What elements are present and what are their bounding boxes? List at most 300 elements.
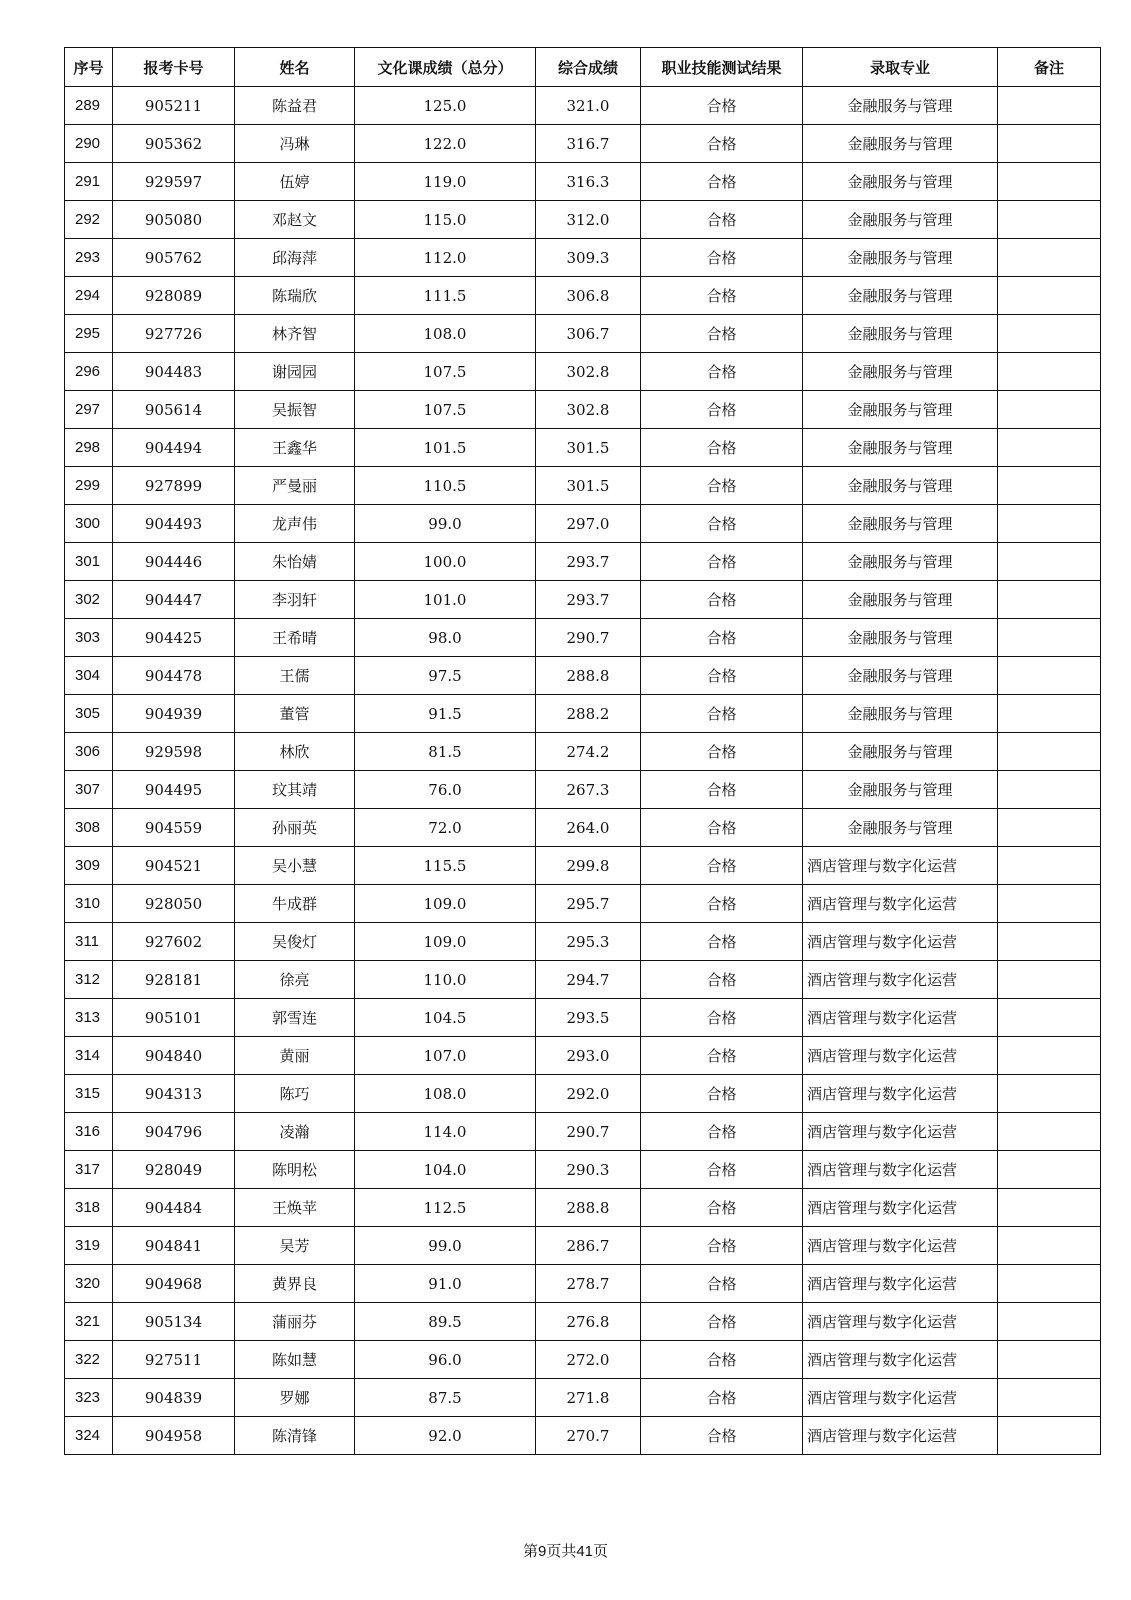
cell-major: 金融服务与管理	[803, 201, 998, 239]
cell-skill-result: 合格	[641, 923, 803, 961]
table-row	[65, 619, 1101, 657]
cell-seq: 296	[65, 353, 113, 391]
cell-major: 金融服务与管理	[803, 619, 998, 657]
cell-card-no: 904939	[113, 695, 235, 733]
cell-card-no: 927602	[113, 923, 235, 961]
cell-seq: 309	[65, 847, 113, 885]
cell-skill-result: 合格	[641, 809, 803, 847]
cell-total-score: 297.0	[536, 505, 641, 543]
cell-total-score: 286.7	[536, 1227, 641, 1265]
table-row	[65, 657, 1101, 695]
cell-name: 严曼丽	[235, 467, 355, 505]
cell-culture-score: 104.0	[355, 1151, 536, 1189]
cell-seq: 315	[65, 1075, 113, 1113]
cell-major: 金融服务与管理	[803, 695, 998, 733]
cell-card-no: 905211	[113, 87, 235, 125]
cell-card-no: 904968	[113, 1265, 235, 1303]
cell-seq: 297	[65, 391, 113, 429]
cell-total-score: 290.7	[536, 1113, 641, 1151]
cell-seq: 308	[65, 809, 113, 847]
cell-remark	[998, 923, 1101, 961]
cell-name: 陈巧	[235, 1075, 355, 1113]
cell-total-score: 301.5	[536, 467, 641, 505]
cell-card-no: 928181	[113, 961, 235, 999]
cell-card-no: 904493	[113, 505, 235, 543]
cell-remark	[998, 543, 1101, 581]
cell-total-score: 293.0	[536, 1037, 641, 1075]
cell-culture-score: 101.5	[355, 429, 536, 467]
cell-remark	[998, 391, 1101, 429]
table-row	[65, 1189, 1101, 1227]
cell-card-no: 904495	[113, 771, 235, 809]
cell-culture-score: 112.0	[355, 239, 536, 277]
cell-remark	[998, 733, 1101, 771]
cell-remark	[998, 961, 1101, 999]
cell-seq: 313	[65, 999, 113, 1037]
header-seq: 序号	[65, 48, 113, 87]
cell-card-no: 929597	[113, 163, 235, 201]
table-row	[65, 1379, 1101, 1417]
cell-culture-score: 119.0	[355, 163, 536, 201]
cell-major: 酒店管理与数字化运营	[803, 1113, 998, 1151]
cell-seq: 312	[65, 961, 113, 999]
cell-culture-score: 108.0	[355, 1075, 536, 1113]
cell-name: 吴小慧	[235, 847, 355, 885]
cell-name: 孙丽英	[235, 809, 355, 847]
cell-remark	[998, 201, 1101, 239]
cell-total-score: 288.8	[536, 1189, 641, 1227]
cell-skill-result: 合格	[641, 1113, 803, 1151]
table-row	[65, 923, 1101, 961]
cell-remark	[998, 505, 1101, 543]
table-row	[65, 543, 1101, 581]
cell-card-no: 927726	[113, 315, 235, 353]
cell-major: 金融服务与管理	[803, 657, 998, 695]
table-row	[65, 1227, 1101, 1265]
cell-skill-result: 合格	[641, 201, 803, 239]
cell-name: 伍婷	[235, 163, 355, 201]
header-skill-result: 职业技能测试结果	[641, 48, 803, 87]
cell-card-no: 927511	[113, 1341, 235, 1379]
cell-skill-result: 合格	[641, 467, 803, 505]
cell-major: 金融服务与管理	[803, 391, 998, 429]
cell-total-score: 294.7	[536, 961, 641, 999]
cell-culture-score: 72.0	[355, 809, 536, 847]
cell-name: 吴俊灯	[235, 923, 355, 961]
cell-culture-score: 125.0	[355, 87, 536, 125]
cell-major: 酒店管理与数字化运营	[803, 1417, 998, 1455]
cell-card-no: 904478	[113, 657, 235, 695]
cell-culture-score: 97.5	[355, 657, 536, 695]
cell-name: 罗娜	[235, 1379, 355, 1417]
cell-card-no: 904494	[113, 429, 235, 467]
cell-remark	[998, 619, 1101, 657]
cell-name: 冯琳	[235, 125, 355, 163]
cell-remark	[998, 847, 1101, 885]
cell-remark	[998, 277, 1101, 315]
cell-skill-result: 合格	[641, 391, 803, 429]
cell-major: 金融服务与管理	[803, 353, 998, 391]
cell-total-score: 267.3	[536, 771, 641, 809]
cell-culture-score: 91.5	[355, 695, 536, 733]
cell-major: 金融服务与管理	[803, 809, 998, 847]
cell-major: 金融服务与管理	[803, 87, 998, 125]
cell-card-no: 904559	[113, 809, 235, 847]
cell-major: 酒店管理与数字化运营	[803, 999, 998, 1037]
cell-seq: 304	[65, 657, 113, 695]
cell-culture-score: 109.0	[355, 923, 536, 961]
cell-seq: 306	[65, 733, 113, 771]
cell-seq: 307	[65, 771, 113, 809]
cell-card-no: 904447	[113, 581, 235, 619]
cell-major: 酒店管理与数字化运营	[803, 1075, 998, 1113]
cell-major: 金融服务与管理	[803, 239, 998, 277]
cell-name: 董管	[235, 695, 355, 733]
cell-skill-result: 合格	[641, 277, 803, 315]
cell-total-score: 264.0	[536, 809, 641, 847]
cell-major: 酒店管理与数字化运营	[803, 1303, 998, 1341]
cell-major: 酒店管理与数字化运营	[803, 1151, 998, 1189]
cell-total-score: 301.5	[536, 429, 641, 467]
cell-skill-result: 合格	[641, 239, 803, 277]
cell-name: 郭雪连	[235, 999, 355, 1037]
cell-skill-result: 合格	[641, 771, 803, 809]
cell-skill-result: 合格	[641, 961, 803, 999]
cell-skill-result: 合格	[641, 87, 803, 125]
cell-remark	[998, 1303, 1101, 1341]
header-card-no: 报考卡号	[113, 48, 235, 87]
header-row	[65, 48, 1101, 87]
cell-seq: 303	[65, 619, 113, 657]
table-row	[65, 581, 1101, 619]
cell-remark	[998, 87, 1101, 125]
cell-card-no: 904796	[113, 1113, 235, 1151]
cell-total-score: 293.7	[536, 543, 641, 581]
cell-culture-score: 107.0	[355, 1037, 536, 1075]
cell-card-no: 904483	[113, 353, 235, 391]
cell-culture-score: 115.0	[355, 201, 536, 239]
cell-total-score: 290.7	[536, 619, 641, 657]
cell-skill-result: 合格	[641, 1037, 803, 1075]
cell-skill-result: 合格	[641, 353, 803, 391]
cell-seq: 317	[65, 1151, 113, 1189]
footer-suffix: 页	[593, 1542, 609, 1560]
cell-name: 王鑫华	[235, 429, 355, 467]
cell-name: 陈如慧	[235, 1341, 355, 1379]
cell-seq: 293	[65, 239, 113, 277]
table-row	[65, 809, 1101, 847]
cell-skill-result: 合格	[641, 733, 803, 771]
cell-skill-result: 合格	[641, 885, 803, 923]
cell-card-no: 928050	[113, 885, 235, 923]
cell-culture-score: 108.0	[355, 315, 536, 353]
cell-card-no: 905614	[113, 391, 235, 429]
cell-card-no: 905101	[113, 999, 235, 1037]
cell-seq: 314	[65, 1037, 113, 1075]
cell-total-score: 306.8	[536, 277, 641, 315]
cell-skill-result: 合格	[641, 1151, 803, 1189]
cell-name: 谢园园	[235, 353, 355, 391]
cell-card-no: 905362	[113, 125, 235, 163]
cell-skill-result: 合格	[641, 1341, 803, 1379]
cell-seq: 290	[65, 125, 113, 163]
cell-total-score: 293.7	[536, 581, 641, 619]
cell-card-no: 905762	[113, 239, 235, 277]
cell-name: 陈明松	[235, 1151, 355, 1189]
header-major: 录取专业	[803, 48, 998, 87]
cell-culture-score: 109.0	[355, 885, 536, 923]
cell-culture-score: 104.5	[355, 999, 536, 1037]
cell-remark	[998, 809, 1101, 847]
cell-skill-result: 合格	[641, 1189, 803, 1227]
cell-remark	[998, 429, 1101, 467]
cell-culture-score: 107.5	[355, 353, 536, 391]
cell-culture-score: 101.0	[355, 581, 536, 619]
cell-seq: 294	[65, 277, 113, 315]
cell-culture-score: 89.5	[355, 1303, 536, 1341]
cell-remark	[998, 885, 1101, 923]
cell-seq: 318	[65, 1189, 113, 1227]
cell-total-score: 316.3	[536, 163, 641, 201]
cell-remark	[998, 353, 1101, 391]
table-row	[65, 391, 1101, 429]
cell-major: 金融服务与管理	[803, 429, 998, 467]
cell-name: 徐亮	[235, 961, 355, 999]
footer-prefix: 第	[522, 1542, 538, 1560]
cell-name: 陈瑞欣	[235, 277, 355, 315]
table-row	[65, 239, 1101, 277]
cell-culture-score: 96.0	[355, 1341, 536, 1379]
page-footer	[0, 1540, 1131, 1561]
cell-name: 王儒	[235, 657, 355, 695]
cell-seq: 302	[65, 581, 113, 619]
cell-skill-result: 合格	[641, 163, 803, 201]
cell-card-no: 904958	[113, 1417, 235, 1455]
cell-culture-score: 100.0	[355, 543, 536, 581]
cell-major: 金融服务与管理	[803, 581, 998, 619]
cell-culture-score: 107.5	[355, 391, 536, 429]
cell-total-score: 293.5	[536, 999, 641, 1037]
cell-culture-score: 81.5	[355, 733, 536, 771]
table-row	[65, 163, 1101, 201]
cell-major: 金融服务与管理	[803, 163, 998, 201]
footer-middle: 页共	[546, 1542, 577, 1560]
cell-seq: 301	[65, 543, 113, 581]
cell-card-no: 904484	[113, 1189, 235, 1227]
cell-remark	[998, 657, 1101, 695]
cell-name: 林齐智	[235, 315, 355, 353]
cell-total-score: 302.8	[536, 391, 641, 429]
cell-name: 吴振智	[235, 391, 355, 429]
table-row	[65, 733, 1101, 771]
cell-skill-result: 合格	[641, 1417, 803, 1455]
cell-culture-score: 92.0	[355, 1417, 536, 1455]
cell-remark	[998, 581, 1101, 619]
cell-culture-score: 99.0	[355, 1227, 536, 1265]
cell-name: 王焕苹	[235, 1189, 355, 1227]
cell-seq: 323	[65, 1379, 113, 1417]
cell-seq: 305	[65, 695, 113, 733]
cell-remark	[998, 1037, 1101, 1075]
cell-total-score: 306.7	[536, 315, 641, 353]
cell-total-score: 290.3	[536, 1151, 641, 1189]
cell-total-score: 295.7	[536, 885, 641, 923]
cell-major: 酒店管理与数字化运营	[803, 1189, 998, 1227]
table-row	[65, 1303, 1101, 1341]
cell-major: 酒店管理与数字化运营	[803, 1341, 998, 1379]
cell-seq: 299	[65, 467, 113, 505]
cell-culture-score: 91.0	[355, 1265, 536, 1303]
cell-name: 蒲丽芬	[235, 1303, 355, 1341]
cell-remark	[998, 1265, 1101, 1303]
cell-name: 李羽轩	[235, 581, 355, 619]
cell-total-score: 299.8	[536, 847, 641, 885]
cell-skill-result: 合格	[641, 1265, 803, 1303]
table-row	[65, 87, 1101, 125]
cell-skill-result: 合格	[641, 619, 803, 657]
cell-card-no: 904313	[113, 1075, 235, 1113]
cell-total-score: 302.8	[536, 353, 641, 391]
cell-card-no: 929598	[113, 733, 235, 771]
cell-card-no: 904425	[113, 619, 235, 657]
cell-remark	[998, 467, 1101, 505]
table-row	[65, 847, 1101, 885]
cell-skill-result: 合格	[641, 315, 803, 353]
cell-name: 凌瀚	[235, 1113, 355, 1151]
table-row	[65, 1151, 1101, 1189]
cell-total-score: 309.3	[536, 239, 641, 277]
cell-card-no: 904521	[113, 847, 235, 885]
cell-remark	[998, 1113, 1101, 1151]
table-row	[65, 961, 1101, 999]
cell-major: 金融服务与管理	[803, 733, 998, 771]
cell-card-no: 927899	[113, 467, 235, 505]
header-remark: 备注	[998, 48, 1101, 87]
cell-major: 酒店管理与数字化运营	[803, 923, 998, 961]
table-row	[65, 771, 1101, 809]
table-row	[65, 429, 1101, 467]
cell-skill-result: 合格	[641, 1075, 803, 1113]
cell-skill-result: 合格	[641, 1379, 803, 1417]
cell-skill-result: 合格	[641, 505, 803, 543]
cell-major: 酒店管理与数字化运营	[803, 961, 998, 999]
cell-name: 王希晴	[235, 619, 355, 657]
cell-seq: 291	[65, 163, 113, 201]
cell-name: 玟其靖	[235, 771, 355, 809]
cell-culture-score: 76.0	[355, 771, 536, 809]
footer-total-pages: 41	[576, 1543, 594, 1560]
cell-culture-score: 99.0	[355, 505, 536, 543]
cell-name: 林欣	[235, 733, 355, 771]
footer-current-page: 9	[537, 1543, 547, 1560]
cell-total-score: 288.2	[536, 695, 641, 733]
cell-total-score: 274.2	[536, 733, 641, 771]
cell-skill-result: 合格	[641, 1303, 803, 1341]
cell-seq: 298	[65, 429, 113, 467]
header-total-score: 综合成绩	[536, 48, 641, 87]
table-row	[65, 467, 1101, 505]
cell-culture-score: 115.5	[355, 847, 536, 885]
cell-seq: 316	[65, 1113, 113, 1151]
cell-major: 金融服务与管理	[803, 467, 998, 505]
cell-name: 牛成群	[235, 885, 355, 923]
cell-name: 朱怡婧	[235, 543, 355, 581]
table-row	[65, 695, 1101, 733]
cell-major: 金融服务与管理	[803, 771, 998, 809]
cell-remark	[998, 999, 1101, 1037]
cell-card-no: 928049	[113, 1151, 235, 1189]
cell-major: 酒店管理与数字化运营	[803, 885, 998, 923]
table-row	[65, 201, 1101, 239]
table-row	[65, 1113, 1101, 1151]
cell-seq: 295	[65, 315, 113, 353]
cell-card-no: 904840	[113, 1037, 235, 1075]
cell-remark	[998, 1075, 1101, 1113]
cell-major: 金融服务与管理	[803, 315, 998, 353]
table-row	[65, 315, 1101, 353]
cell-major: 金融服务与管理	[803, 277, 998, 315]
cell-remark	[998, 1227, 1101, 1265]
cell-major: 金融服务与管理	[803, 543, 998, 581]
cell-total-score: 276.8	[536, 1303, 641, 1341]
cell-name: 黄丽	[235, 1037, 355, 1075]
cell-skill-result: 合格	[641, 695, 803, 733]
cell-seq: 319	[65, 1227, 113, 1265]
cell-name: 龙声伟	[235, 505, 355, 543]
cell-remark	[998, 1417, 1101, 1455]
cell-remark	[998, 125, 1101, 163]
cell-remark	[998, 315, 1101, 353]
cell-remark	[998, 239, 1101, 277]
cell-skill-result: 合格	[641, 543, 803, 581]
cell-seq: 289	[65, 87, 113, 125]
table-row	[65, 1341, 1101, 1379]
cell-skill-result: 合格	[641, 847, 803, 885]
cell-seq: 310	[65, 885, 113, 923]
table-row	[65, 1037, 1101, 1075]
cell-major: 酒店管理与数字化运营	[803, 1265, 998, 1303]
cell-seq: 321	[65, 1303, 113, 1341]
table-row	[65, 125, 1101, 163]
cell-total-score: 312.0	[536, 201, 641, 239]
cell-name: 陈清锋	[235, 1417, 355, 1455]
table-row	[65, 885, 1101, 923]
cell-name: 邱海萍	[235, 239, 355, 277]
cell-culture-score: 114.0	[355, 1113, 536, 1151]
cell-culture-score: 110.5	[355, 467, 536, 505]
cell-culture-score: 111.5	[355, 277, 536, 315]
cell-name: 吴芳	[235, 1227, 355, 1265]
header-culture-score: 文化课成绩（总分）	[355, 48, 536, 87]
table-row	[65, 1265, 1101, 1303]
cell-major: 金融服务与管理	[803, 125, 998, 163]
cell-total-score: 272.0	[536, 1341, 641, 1379]
admission-table	[64, 47, 1101, 1455]
cell-skill-result: 合格	[641, 429, 803, 467]
cell-remark	[998, 1341, 1101, 1379]
cell-total-score: 270.7	[536, 1417, 641, 1455]
cell-name: 黄界良	[235, 1265, 355, 1303]
table-row	[65, 505, 1101, 543]
cell-major: 酒店管理与数字化运营	[803, 1379, 998, 1417]
cell-card-no: 905080	[113, 201, 235, 239]
cell-culture-score: 110.0	[355, 961, 536, 999]
cell-total-score: 271.8	[536, 1379, 641, 1417]
cell-remark	[998, 163, 1101, 201]
cell-card-no: 904841	[113, 1227, 235, 1265]
cell-remark	[998, 1151, 1101, 1189]
cell-seq: 311	[65, 923, 113, 961]
